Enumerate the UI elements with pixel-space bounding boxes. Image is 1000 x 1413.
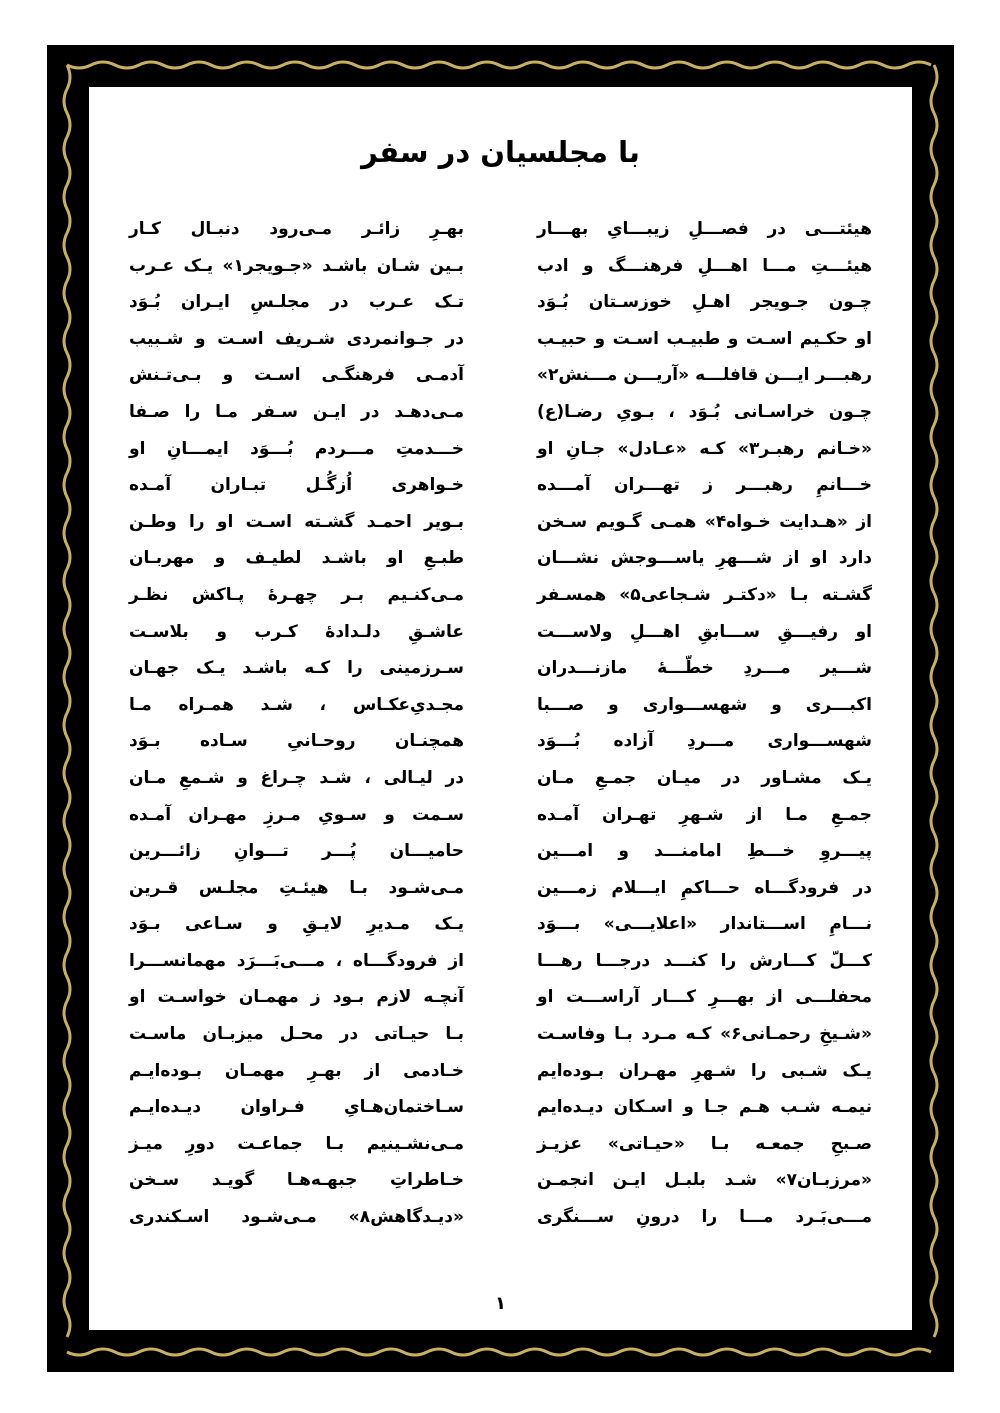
verse-line: سـاختمان‌هـایِ فـراوان دیـده‌ایـم bbox=[129, 1097, 464, 1118]
verse-line: بـا حیـاتی در محـل میزبـان ماسـت bbox=[129, 1024, 464, 1045]
verse-line: در لیـالی ، شـد چـراغ و شـمعِ مـان bbox=[129, 767, 464, 788]
verse-line: صـبحِ جمعـه بـا «حیـاتی» عزیـز bbox=[537, 1133, 872, 1154]
verse-line: یـک مـدیرِ لایـقِ و سـاعی بـوَد bbox=[129, 914, 464, 935]
verse-line: مـی‌دهـد در ایـن سـفر مـا را صـفا bbox=[129, 401, 464, 422]
verse-line: از فرودگـــاه ، مـــی‌بَـــرَد مهمانســـرا bbox=[129, 950, 464, 971]
verse-line: رهبـــر ایـــن قافلـــه «آریـــن مـــنش۲» bbox=[537, 365, 872, 386]
decorative-frame bbox=[47, 45, 954, 1372]
verse-line: نیمـه شـب هـم جـا و اسـکان دیـده‌ایم bbox=[537, 1097, 872, 1118]
verse-line: خـادمی از بهـرِ مهمـان بـوده‌ایـم bbox=[129, 1060, 464, 1081]
verse-line: او حکـیم اسـت و طبیـب اسـت و حبیـب bbox=[537, 328, 872, 349]
border-wave bbox=[931, 65, 937, 1337]
verse-line: یـک شـبی را شـهرِ مهـران بـوده‌ایم bbox=[537, 1060, 872, 1081]
verse-line: بـین شـان باشـد «جـویجر۱» یـک عـرب bbox=[129, 255, 464, 276]
verse-line: اکبـــری و شهســـواری و صـــبا bbox=[537, 694, 872, 715]
verse-line: مـــی‌بَـرد مـــا را درونِ ســـنگری bbox=[537, 1207, 872, 1228]
verse-line: خـــانمِ رهبـــر ز تهـــران آمـــده bbox=[537, 475, 872, 496]
verse-line: مـی‌نشـینیم بـا جماعـت دورِ میـز bbox=[129, 1133, 464, 1154]
verse-line: عاشـقِ دلـدادۀ کـرب و بلاسـت bbox=[129, 621, 464, 642]
verse-line: او رفیـــقِ ســـابقِ اهـــلِ ولاســـت bbox=[537, 621, 872, 642]
verse-line: از «هـدایت خـواه۴» همـی گـویم سـخن bbox=[537, 511, 872, 532]
verse-line: چـون خراسـانی بُـوَد ، بـویِ رضـا(ع) bbox=[537, 401, 872, 422]
verse-line: شـــیر مـــردِ خطّـــۀ مازنـــدران bbox=[537, 658, 872, 679]
border-wave bbox=[64, 65, 70, 1337]
page-number: ۱ bbox=[495, 1293, 506, 1314]
verse-line: مـی‌کنـیم بـر چهـرۀ پـاکش نظـر bbox=[129, 584, 464, 605]
poem-right-column bbox=[537, 211, 872, 1236]
verse-line: خـــدمتِ مـــردم بُـــوَد ایمـــانِ او bbox=[129, 438, 464, 459]
verse-line: خـاطراتِ جبهـه‌هـا گویـد سـخن bbox=[129, 1170, 464, 1191]
verse-line: آدمـی فرهنگـی اسـت و بـی‌تـنش bbox=[129, 365, 464, 386]
verse-line: سـمت و سـویِ مـرزِ مهـران آمـده bbox=[129, 804, 464, 825]
border-wave bbox=[67, 1349, 931, 1355]
verse-line: شهســـواری مـــردِ آزاده بُـــوَد bbox=[537, 731, 872, 752]
verse-line: گشـته بـا «دکتـر شـجاعی۵» همسـفر bbox=[537, 584, 872, 605]
verse-line: آنچـه لازم بـود ز مهمـان خواسـت او bbox=[129, 987, 464, 1008]
border-wave bbox=[67, 62, 931, 68]
verse-line: مـی‌شـود بـا هیئـتِ مجلـس قـرین bbox=[129, 877, 464, 898]
verse-line: بهـرِ زائـر مـی‌رود دنبـال کـار bbox=[129, 219, 464, 239]
verse-line: چـون جـویجر اهـلِ خوزسـتان بُـوَد bbox=[537, 292, 872, 313]
verse-line: یـک مشـاور در میـان جمـعِ مـان bbox=[537, 767, 872, 788]
verse-line: «مرزبـان۷» شـد بلبـل ایـن انجمـن bbox=[537, 1170, 872, 1191]
verse-line: بـویر احمـد گشـته اسـت او را وطـن bbox=[129, 511, 464, 532]
verse-line: هیئـــتِ مـــا اهـــلِ فرهنـــگ و ادب bbox=[537, 255, 872, 276]
verse-line: سـرزمینی را کـه باشـد یـک جهـان bbox=[129, 658, 464, 679]
page-title: با مجلسیان در سفر bbox=[361, 135, 640, 169]
verse-line: پیـــروِ خـــطِ امامنـــد و امـــین bbox=[537, 841, 872, 862]
verse-line: حامیـــان پُـــر تـــوانِ زائـــرین bbox=[129, 841, 464, 862]
verse-line: محفلـــی از بهـــرِ کـــار آراســـت او bbox=[537, 987, 872, 1008]
page-content bbox=[87, 85, 914, 1332]
verse-line: نـــامِ اســـتاندار «اعلایـــی» بـــوَد bbox=[537, 914, 872, 935]
verse-line: جمـعِ مـا از شـهرِ تهـران آمـده bbox=[537, 804, 872, 825]
verse-line: هیئتـــی در فصـــلِ زیبـــایِ بهـــار bbox=[537, 219, 872, 239]
verse-line: مجـدیِ‌عکـاس ، شـد همـراه مـا bbox=[129, 694, 464, 715]
verse-line: «خـانم رهبـر۳» کـه «عـادل» جـانِ او bbox=[537, 438, 872, 459]
verse-line: تـک عـرب در مجلـسِ ایـران بُـوَد bbox=[129, 292, 464, 313]
verse-line: کـــلّ کـــارش را کنـــد درجـــا رهـــا bbox=[537, 950, 872, 971]
verse-line: در فرودگـــاه حـــاکمِ ایـــلام زمـــین bbox=[537, 877, 872, 898]
verse-line: «دیـدگاهش۸» مـی‌شـود اسـکندری bbox=[129, 1207, 464, 1228]
verse-line: دارد او از شـــهرِ یاســـوجش نشـــان bbox=[537, 548, 872, 569]
poem-left-column bbox=[129, 211, 464, 1236]
verse-line: خـواهری اُزگُـل تبـاران آمـده bbox=[129, 475, 464, 496]
verse-line: همچنـان روحـانیِ سـاده بـوَد bbox=[129, 731, 464, 752]
verse-line: طبـعِ او باشـد لطیـف و مهربـان bbox=[129, 548, 464, 569]
verse-line: «شـیخِ رحمـانی۶» کـه مـرد بـا وفاسـت bbox=[537, 1024, 872, 1045]
verse-line: در جـوانمردی شـریف اسـت و شـبیب bbox=[129, 328, 464, 349]
